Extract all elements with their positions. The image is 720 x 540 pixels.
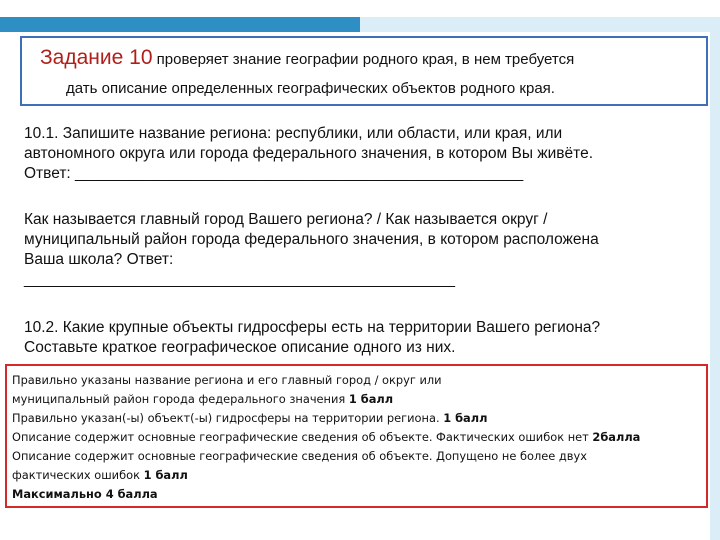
question-10-2-line: Составьте краткое географическое описание одного из них.: [24, 339, 456, 356]
criteria-text: фактических ошибок: [12, 468, 144, 482]
criteria-line: Правильно указаны название региона и его главный город / округ или: [12, 373, 442, 387]
header-box: [20, 36, 708, 106]
criteria-score: 1 балл: [443, 411, 488, 425]
answer-line-region: Ответ: ____________________________________________________: [24, 165, 524, 182]
question-10-1: [24, 124, 714, 184]
top-accent-band-light: [360, 17, 720, 32]
criteria-text: муниципальный район города федерального значения: [12, 392, 349, 406]
scoring-criteria-box: [5, 364, 708, 508]
criteria-max-score: Максимально 4 балла: [12, 487, 158, 501]
criteria-line: [12, 390, 706, 409]
criteria-line: [12, 409, 706, 428]
question-10-1-line: 10.1. Запишите название региона: республики, или области, или края, или: [24, 125, 563, 142]
question-10-1-line: автономного округа или города федерального значения, в котором Вы живёте.: [24, 145, 594, 162]
criteria-text: Правильно указан(-ы) объект(-ы) гидросферы на территории региона.: [12, 411, 444, 425]
criteria-score: 1 балл: [143, 468, 188, 482]
question-10-2-line: 10.2. Какие крупные объекты гидросферы есть на территории Вашего региона?: [24, 319, 601, 336]
header-line-1-rest: проверяет знание географии родного края, в нем требуется: [152, 51, 575, 68]
question-capital-line: Как называется главный город Вашего региона? / Как называется округ /: [24, 211, 548, 228]
criteria-text: Описание содержит основные географические сведения об объекте. Фактических ошибок нет: [12, 430, 593, 444]
header-line-1: [40, 46, 574, 70]
criteria-line: [12, 466, 706, 485]
criteria-line: Описание содержит основные географические сведения об объекте. Допущено не более двух: [12, 449, 587, 463]
criteria-score: 1 балл: [348, 392, 394, 406]
question-capital: [24, 210, 714, 290]
question-10-2: [24, 318, 714, 358]
task-number-title: Задание 10: [40, 46, 153, 69]
question-capital-line: Ваша школа? Ответ:: [24, 251, 174, 268]
criteria-score: 2балла: [592, 430, 641, 444]
top-accent-band: [0, 17, 360, 32]
answer-line-capital: __________________________________________________: [24, 271, 456, 288]
criteria-line: [12, 428, 706, 447]
question-capital-line: муниципальный район города федерального значения, в котором расположена: [24, 231, 599, 248]
header-line-2: дать описание определенных географических объектов родного края.: [66, 80, 555, 97]
